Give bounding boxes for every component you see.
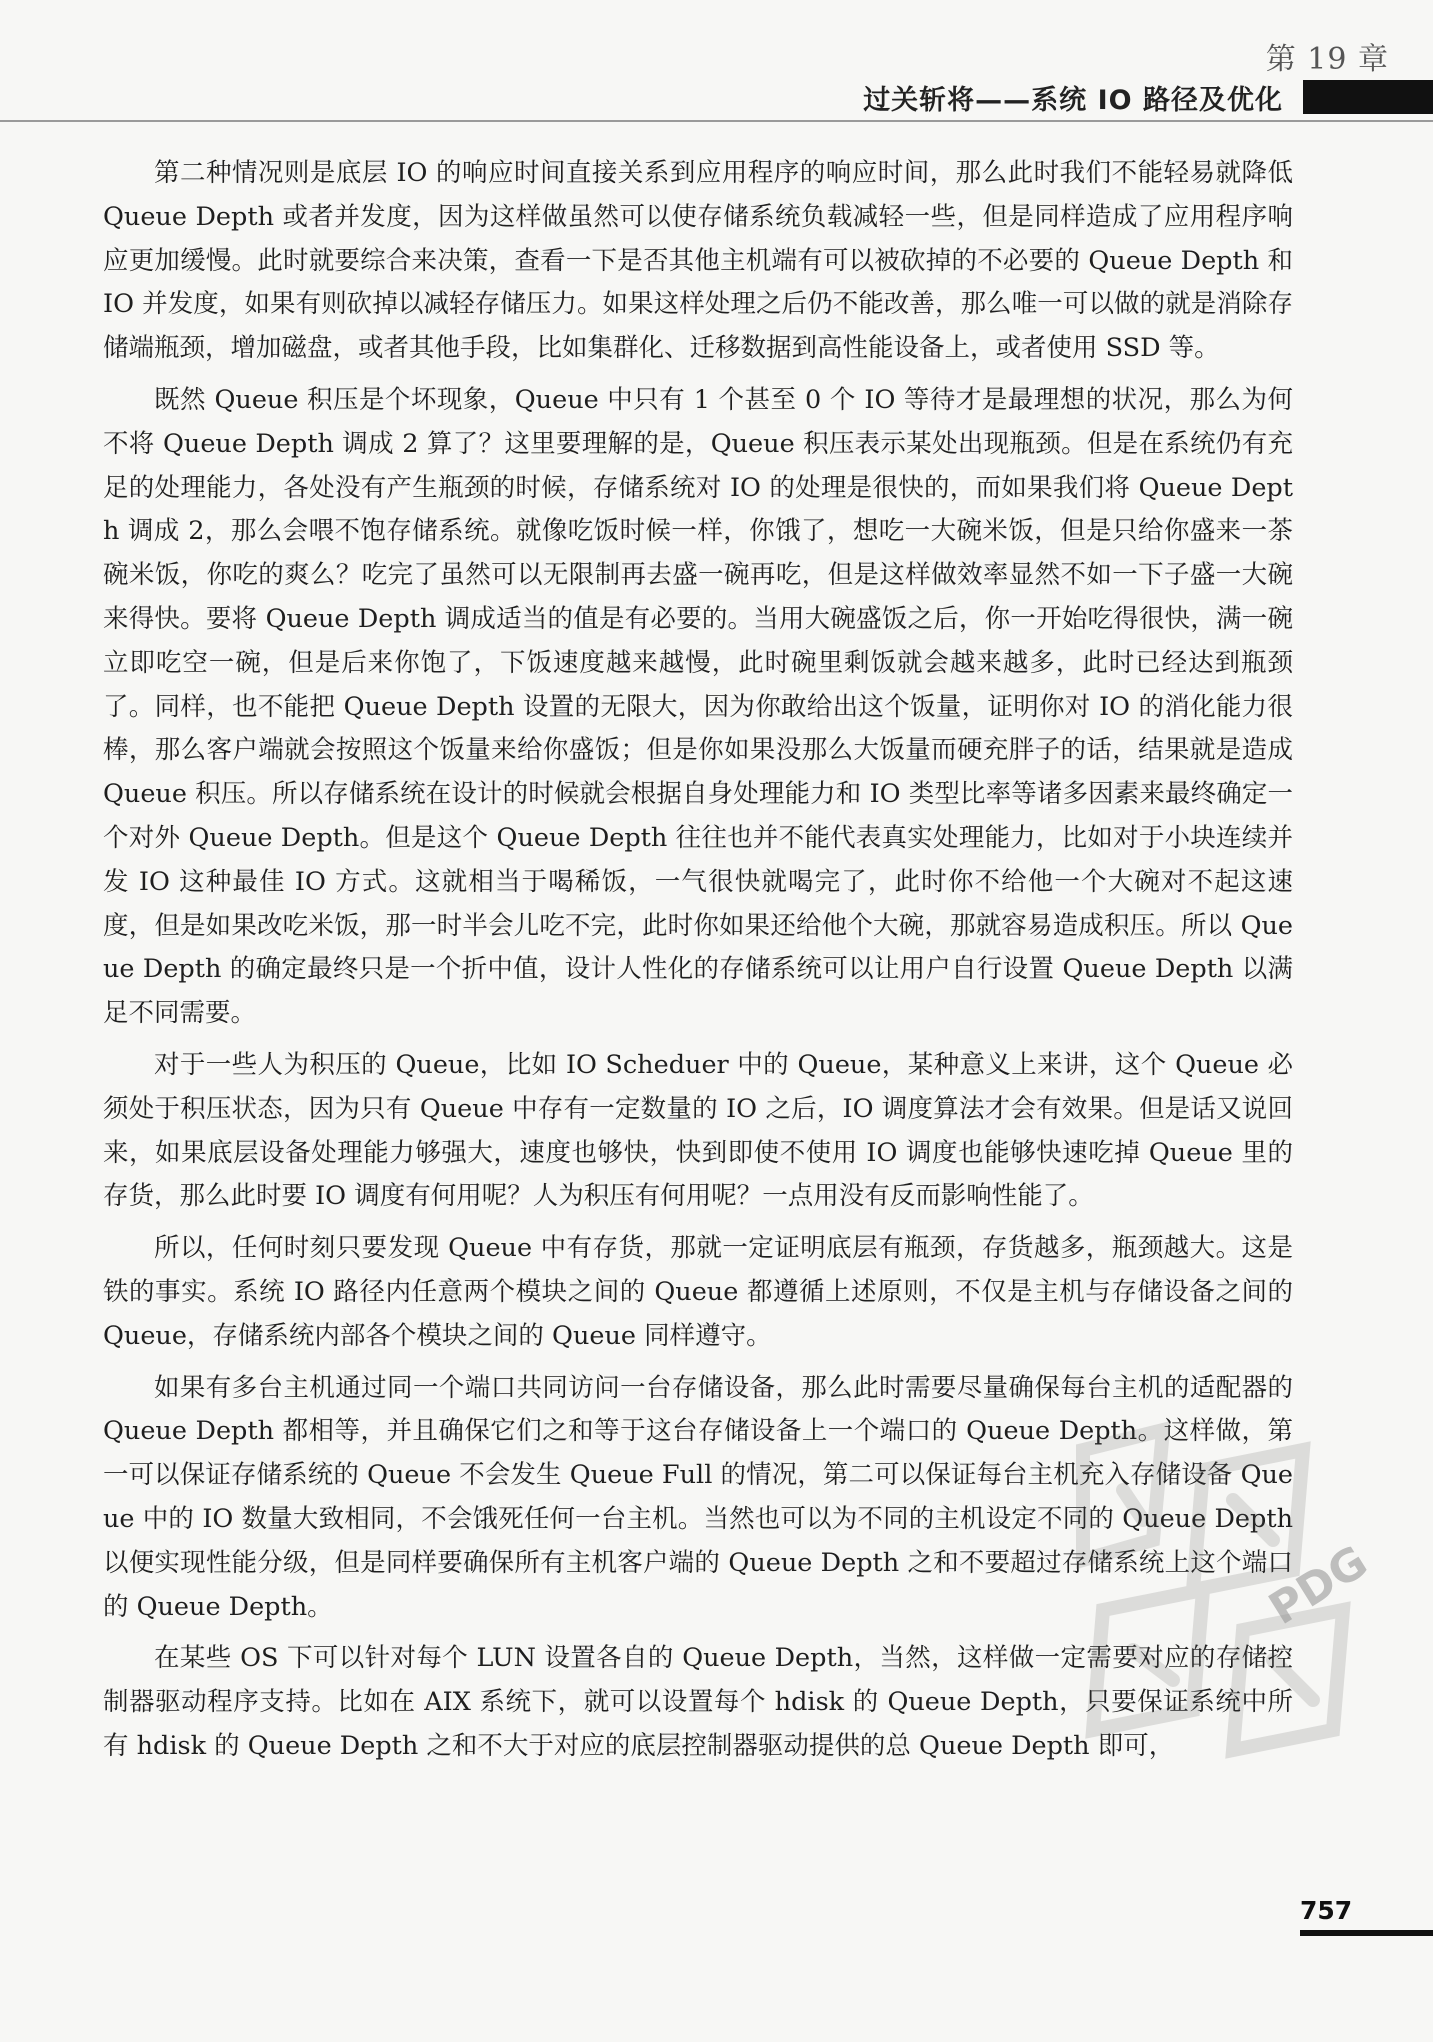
watermark-text: PDG (1260, 1536, 1377, 1635)
header-rule (0, 120, 1433, 122)
running-header-title: 过关斩将——系统 IO 路径及优化 (863, 85, 1283, 116)
paragraph-5: 如果有多台主机通过同一个端口共同访问一台存储设备，那么此时需要尽量确保每台主机的适配器的 Queue Depth 都相等，并且确保它们之和等于这台存储设备上一个端口的 Queue Depth。这样做，第一可以保证存储系统的 Queue 不会发生 Queue Full 的情况，第二可以保证每台主机充入存储设备 Queue 中的 IO 数量大致相同，不会饿死任何一台主机。当然也可以为不同的主机设定不同的 Queue Depth 以便实现性能分级，但是同样要确保所有主机客户端的 Queue Depth 之和不要超过存储系统上这个端口的 Queue Depth。 (103, 1372, 1293, 1622)
paragraph-3: 对于一些人为积压的 Queue，比如 IO Scheduer 中的 Queue，某种意义上来讲，这个 Queue 必须处于积压状态，因为只有 Queue 中存有一定数量的 IO 之后，IO 调度算法才会有效果。但是话又说回来，如果底层设备处理能力够强大，速度也够快，快到即使不使用 IO 调度也能够快速吃掉 Queue 里的存货，那么此时要 IO 调度有何用呢？人为积压有何用呢？一点用没有反而影响性能了。 (103, 1049, 1293, 1212)
paragraph-2: 既然 Queue 积压是个坏现象，Queue 中只有 1 个甚至 0 个 IO 等待才是最理想的状况，那么为何不将 Queue Depth 调成 2 算了？这里要理解的是，Queue 积压表示某处出现瓶颈。但是在系统仍有充足的处理能力，各处没有产生瓶颈的时候，存储系统对 IO 的处理是很快的，而如果我们将 Queue Depth 调成 2，那么会喂不饱存储系统。就像吃饭时候一样，你饿了，想吃一大碗米饭，但是只给你盛来一茶碗米饭，你吃的爽么？吃完了虽然可以无限制再去盛一碗再吃，但是这样做效率显然不如一下子盛一大碗来得快。要将 Queue Depth 调成适当的值是有必要的。当用大碗盛饭之后，你一开始吃得很快，满一碗立即吃空一碗，但是后来你饱了，下饭速度越来越慢，此时碗里剩饭就会越来越多，此时已经达到瓶颈了。同样，也不能把 Queue Depth 设置的无限大，因为你敢给出这个饭量，证明你对 IO 的消化能力很棒，那么客户端就会按照这个饭量来给你盛饭；但是你如果没那么大饭量而硬充胖子的话，结果就是造成 Queue 积压。所以存储系统在设计的时候就会根据自身处理能力和 IO 类型比率等诸多因素来最终确定一个对外 Queue Depth。但是这个 Queue Depth 往往也并不能代表真实处理能力，比如对于小块连续并发 IO 这种最佳 IO 方式。这就相当于喝稀饭，一气很快就喝完了，此时你不给他一个大碗对不起这速度，但是如果改吃米饭，那一时半会儿吃不完，此时你如果还给他个大碗，那就容易造成积压。所以 Queue Depth 的确定最终只是一个折中值，设计人性化的存储系统可以让用户自行设置 Queue Depth 以满足不同需要。 (103, 384, 1293, 1029)
header-decoration-bar (1303, 80, 1433, 114)
page-number: 757 (1300, 1896, 1353, 1925)
chapter-label: 第 19 章 (1265, 42, 1389, 77)
paragraph-1: 第二种情况则是底层 IO 的响应时间直接关系到应用程序的响应时间，那么此时我们不能轻易就降低 Queue Depth 或者并发度，因为这样做虽然可以使存储系统负载减轻一些，但是同样造成了应用程序响应更加缓慢。此时就要综合来决策，查看一下是否其他主机端有可以被砍掉的不必要的 Queue Depth 和 IO 并发度，如果有则砍掉以减轻存储压力。如果这样处理之后仍不能改善，那么唯一可以做的就是消除存储端瓶颈，增加磁盘，或者其他手段，比如集群化、迁移数据到高性能设备上，或者使用 SSD 等。 (103, 158, 1293, 364)
footer-rule (1300, 1930, 1433, 1936)
paragraph-6: 在某些 OS 下可以针对每个 LUN 设置各自的 Queue Depth，当然，这样做一定需要对应的存储控制器驱动程序支持。比如在 AIX 系统下，就可以设置每个 hdisk 的 Queue Depth，只要保证系统中所有 hdisk 的 Queue Depth 之和不大于对应的底层控制器驱动提供的总 Queue Depth 即可， (103, 1643, 1293, 1761)
paragraph-4: 所以，任何时刻只要发现 Queue 中有存货，那就一定证明底层有瓶颈，存货越多，瓶颈越大。这是铁的事实。系统 IO 路径内任意两个模块之间的 Queue 都遵循上述原则，不仅是主机与存储设备之间的 Queue，存储系统内部各个模块之间的 Queue 同样遵守。 (103, 1233, 1293, 1351)
